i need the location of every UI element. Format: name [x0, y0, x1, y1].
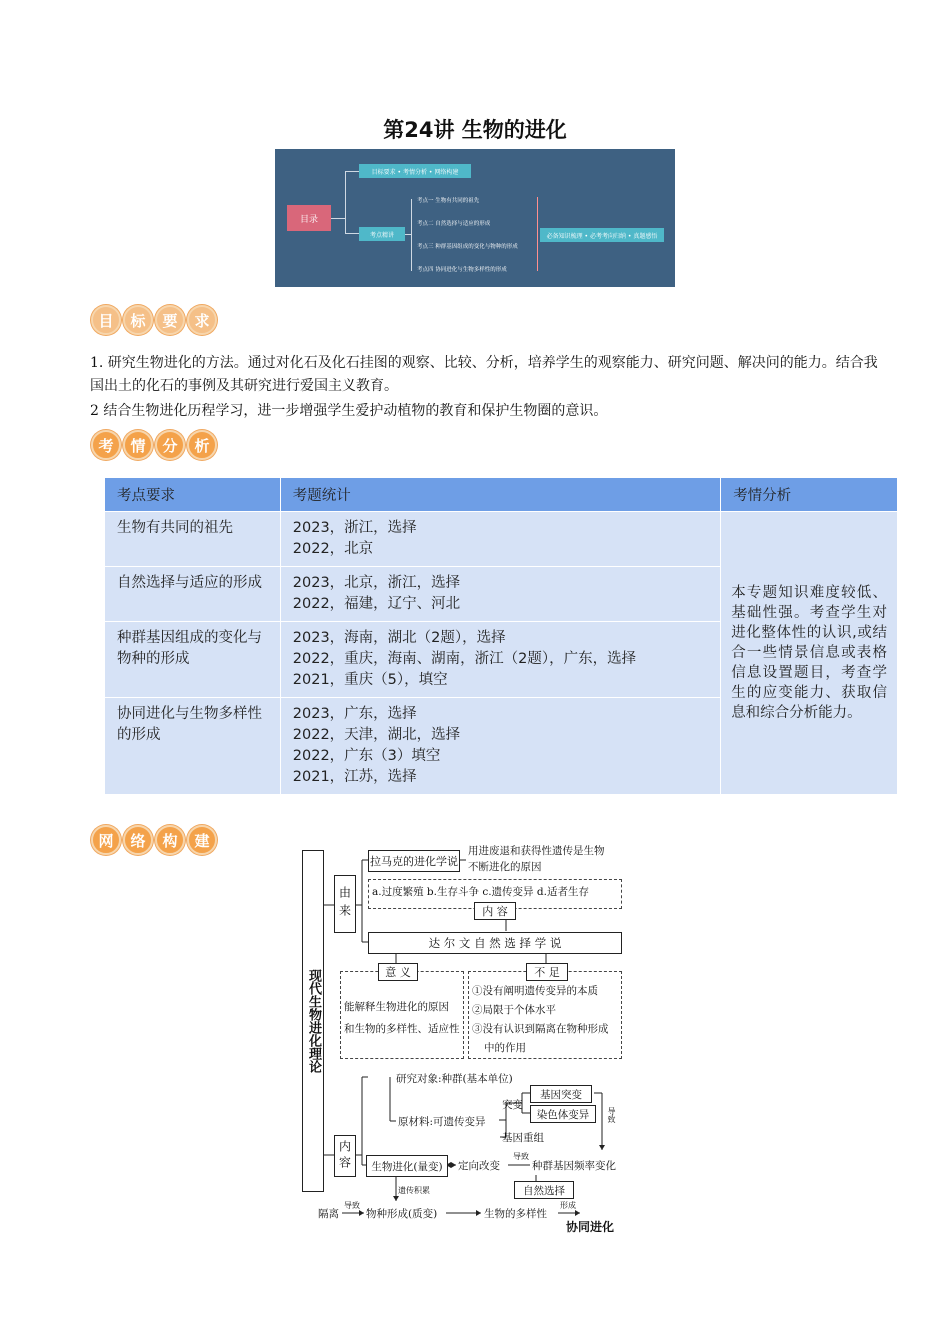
stat-line: 2021，重庆（5），填空: [292, 672, 448, 688]
form-label: 形成: [560, 1201, 576, 1210]
toc-root: 目录: [287, 205, 331, 231]
meaning-box: 意 义: [378, 963, 418, 981]
research-object: 研究对象:种群(基本单位): [396, 1073, 513, 1085]
badge-char: 要: [155, 305, 185, 335]
gene-recombination: 基因重组: [502, 1132, 544, 1144]
toc-point-1: 考点一 生物有共同的祖先: [417, 198, 480, 204]
diversity-label: 生物的多样性: [484, 1208, 547, 1220]
requirement-cell: 生物有共同的祖先: [105, 512, 281, 567]
section-analysis-badge: [91, 430, 219, 460]
shortfall-item: ③没有认识到隔离在物种形成: [472, 1023, 609, 1035]
main-theory-box: 现代生物进化理论: [302, 850, 324, 1192]
meaning-text-1: 能解释生物进化的原因: [344, 1001, 449, 1013]
darwin-points: a.过度繁殖 b.生存斗争 c.遗传变异 d.适者生存: [372, 886, 589, 898]
stat-line: 2023，广东，选择: [292, 706, 417, 722]
stat-line: 2022，重庆，海南、湖南，浙江（2题），广东，选择: [292, 651, 637, 667]
section-goals-badge: [91, 305, 219, 335]
shortfall-item: ②局限于个体水平: [472, 1004, 556, 1016]
natural-selection-box: 自然选择: [514, 1181, 574, 1199]
speciation-label: 物种形成(质变): [366, 1208, 438, 1220]
statistics-cell: [280, 567, 720, 622]
network-diagram: [296, 845, 632, 1235]
toc-diagram: [275, 149, 675, 287]
shortfall-item: 中的作用: [484, 1042, 526, 1054]
origin-box: 由来: [334, 875, 356, 933]
header-requirement: 考点要求: [105, 478, 281, 512]
genetic-accumulation: 遗传积累: [398, 1186, 430, 1195]
badge-char: 络: [123, 825, 153, 855]
exam-analysis-table: [104, 477, 898, 795]
page-title: 第24讲 生物的进化: [383, 118, 567, 142]
statistics-cell: [280, 622, 720, 698]
stat-line: 2022，天津，湖北，选择: [292, 727, 461, 743]
statistics-cell: [280, 698, 720, 795]
header-statistics: 考题统计: [280, 478, 720, 512]
statistics-cell: [280, 512, 720, 567]
badge-char: 目: [91, 305, 121, 335]
cause-vertical: 导致: [607, 1107, 616, 1123]
stat-line: 2022，北京: [292, 541, 374, 557]
badge-char: 情: [123, 430, 153, 460]
badge-char: 求: [187, 305, 217, 335]
toc-point-4: 考点四 协同进化与生物多样性的形成: [417, 267, 507, 273]
gene-frequency-change: 种群基因频率变化: [532, 1160, 616, 1172]
analysis-cell: 本专题知识难度较低、基础性强。考查学生对进化整体性的认识,或结合一些情景信息或表格信息设置题目，考查学生的应变能力、获取信息和综合分析能力。: [721, 512, 898, 795]
cause-label: 导致: [513, 1152, 529, 1161]
directed-change: 定向改变: [458, 1160, 500, 1172]
coevolution-label: 协同进化: [566, 1220, 615, 1234]
badge-char: 考: [91, 430, 121, 460]
table-header-row: [105, 478, 898, 512]
cause-label: 导致: [344, 1201, 360, 1210]
toc-top-item: 目标要求 • 考情分析 • 网络构建: [359, 164, 471, 178]
requirement-cell: 种群基因组成的变化与物种的形成: [105, 622, 281, 698]
header-analysis: 考情分析: [721, 478, 898, 512]
stat-line: 2023，北京，浙江，选择: [292, 575, 461, 591]
badge-char: 析: [187, 430, 217, 460]
badge-char: 构: [155, 825, 185, 855]
isolation-label: 隔离: [318, 1208, 339, 1220]
shortfall-item: ①没有阐明遗传变异的本质: [472, 985, 598, 997]
stat-line: 2023，浙江，选择: [292, 520, 417, 536]
gene-mutation-box: 基因突变: [530, 1085, 592, 1103]
toc-side: 必备知识梳理 • 必考考向归纳 • 真题感悟: [540, 228, 664, 242]
stat-line: 2022，广东（3）填空: [292, 748, 441, 764]
content2-box: 内容: [334, 1135, 356, 1177]
toc-group: 考点精讲: [359, 227, 405, 241]
badge-char: 标: [123, 305, 153, 335]
stat-line: 2022，福建，辽宁、河北: [292, 596, 461, 612]
requirement-cell: 协同进化与生物多样性的形成: [105, 698, 281, 795]
darwin-box: 达 尔 文 自 然 选 择 学 说: [368, 932, 622, 954]
goals-paragraph-2: 2 结合生物进化历程学习，进一步增强学生爱护动植物的教育和保护生物圈的意识。: [90, 403, 608, 419]
table-row: [105, 512, 898, 567]
chromosome-variation-box: 染色体变异: [530, 1105, 596, 1123]
goals-paragraph-1: 1. 研究生物进化的方法。通过对化石及化石挂图的观察、比较、分析，培养学生的观察能力、研究问题、解决问的能力。结合我国出土的化石的事例及其研究进行爱国主义教育。: [90, 355, 878, 394]
badge-char: 分: [155, 430, 185, 460]
content-label-box: 内 容: [474, 902, 516, 920]
shortfall-box: 不 足: [526, 963, 568, 981]
badge-char: 建: [187, 825, 217, 855]
evolution-box: 生物进化(量变): [366, 1155, 448, 1177]
stat-line: 2021，江苏，选择: [292, 769, 417, 785]
toc-point-3: 考点三 种群基因组成的变化与物种的形成: [417, 244, 518, 250]
raw-material: 原材料:可遗传变异: [398, 1116, 486, 1128]
requirement-cell: 自然选择与适应的形成: [105, 567, 281, 622]
lamarck-note-2: 不断进化的原因: [468, 861, 542, 873]
mutation-label: 突变: [502, 1099, 523, 1111]
lamarck-box: 拉马克的进化学说: [368, 850, 460, 872]
meaning-text-2: 和生物的多样性、适应性: [344, 1023, 460, 1035]
badge-char: 网: [91, 825, 121, 855]
toc-point-2: 考点二 自然选择与适应的形成: [417, 221, 491, 227]
lamarck-note-1: 用进废退和获得性遗传是生物: [468, 845, 605, 857]
stat-line: 2023，海南，湖北（2题），选择: [292, 630, 506, 646]
section-network-badge: [91, 825, 219, 855]
